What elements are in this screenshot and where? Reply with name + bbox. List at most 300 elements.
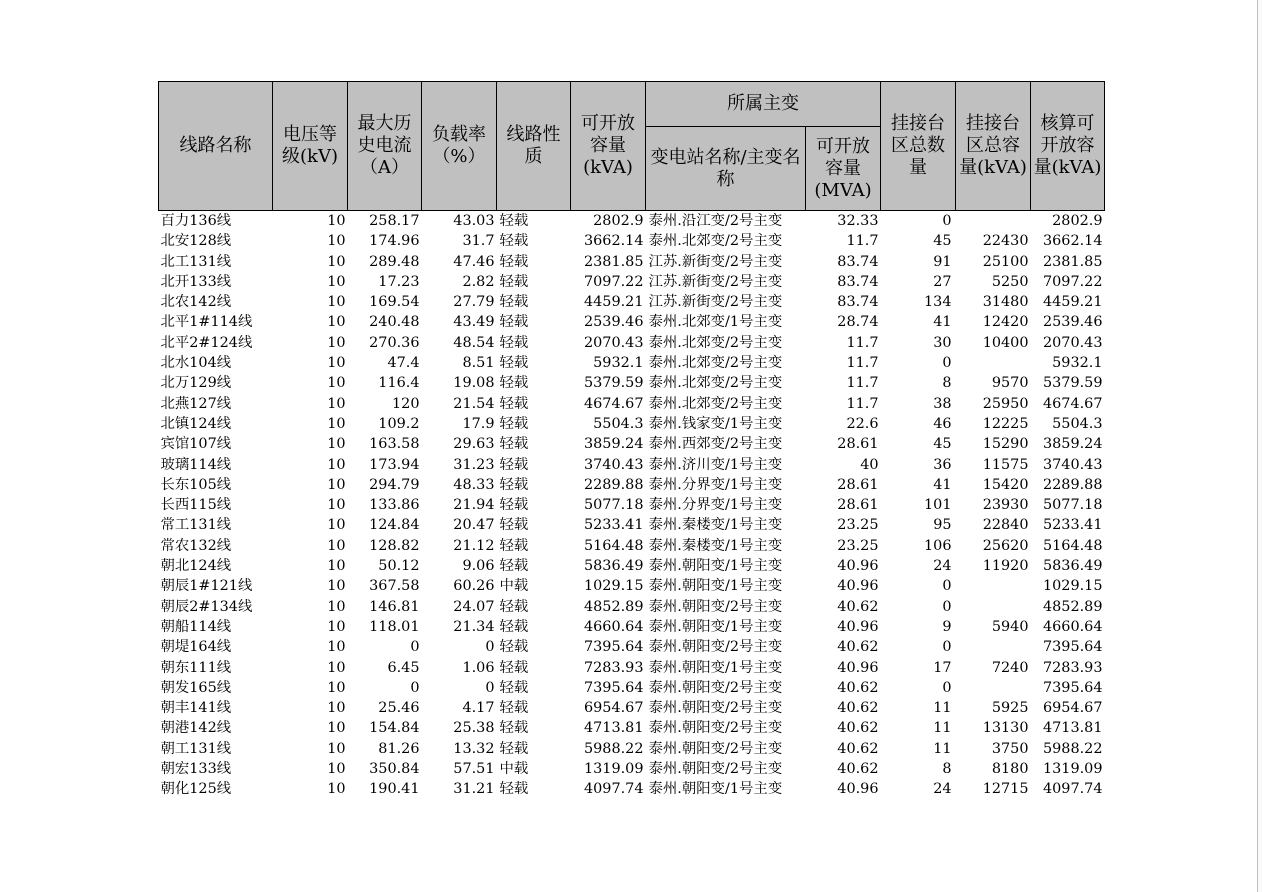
cell-line-nature[interactable]: 轻载 [499,781,529,798]
cell-transformer-capacity[interactable]: 40.96 [837,618,879,635]
cell-voltage[interactable]: 10 [327,436,346,453]
cell-open-capacity[interactable]: 7097.22 [583,273,644,290]
cell-station-name[interactable]: 泰州.朝阳变/2号主变 [648,639,783,656]
cell-max-current[interactable]: 47.4 [387,355,420,372]
cell-max-current[interactable]: 25.46 [378,700,420,717]
cell-max-current[interactable]: 173.94 [369,456,420,473]
cell-transformer-capacity[interactable]: 40.62 [837,598,879,615]
cell-load-rate[interactable]: 31.7 [462,233,495,250]
cell-load-rate[interactable]: 21.54 [453,395,495,412]
cell-load-rate[interactable]: 48.33 [453,476,495,493]
cell-station-name[interactable]: 泰州.秦楼变/1号主变 [648,517,783,534]
cell-calc-capacity[interactable]: 3859.24 [1042,436,1103,453]
cell-area-count[interactable]: 106 [924,537,952,554]
cell-open-capacity[interactable]: 2070.43 [583,334,644,351]
cell-station-name[interactable]: 泰州.北郊变/2号主变 [648,334,783,351]
cell-calc-capacity[interactable]: 7395.64 [1042,639,1103,656]
cell-max-current[interactable]: 294.79 [369,476,420,493]
cell-load-rate[interactable]: 8.51 [462,355,495,372]
cell-load-rate[interactable]: 43.49 [453,314,495,331]
cell-load-rate[interactable]: 9.06 [462,558,495,575]
cell-line-nature[interactable]: 轻载 [499,639,529,656]
cell-area-count[interactable]: 17 [933,659,952,676]
cell-station-name[interactable]: 泰州.秦楼变/1号主变 [648,537,783,554]
cell-load-rate[interactable]: 27.79 [453,294,495,311]
cell-area-count[interactable]: 95 [933,517,952,534]
cell-transformer-capacity[interactable]: 83.74 [837,253,879,270]
cell-area-capacity[interactable]: 22430 [982,233,1029,250]
cell-line-name[interactable]: 北燕127线 [160,395,232,412]
cell-station-name[interactable]: 泰州.朝阳变/1号主变 [648,558,783,575]
cell-station-name[interactable]: 泰州.朝阳变/2号主变 [648,740,783,757]
cell-line-nature[interactable]: 轻载 [499,273,529,290]
cell-station-name[interactable]: 泰州.北郊变/2号主变 [648,375,783,392]
cell-open-capacity[interactable]: 3662.14 [583,233,644,250]
cell-load-rate[interactable]: 1.06 [462,659,495,676]
cell-line-name[interactable]: 北农142线 [160,294,232,311]
cell-station-name[interactable]: 泰州.朝阳变/2号主变 [648,679,783,696]
cell-calc-capacity[interactable]: 4713.81 [1042,720,1103,737]
cell-area-capacity[interactable]: 9570 [991,375,1029,392]
cell-station-name[interactable]: 泰州.沿江变/2号主变 [648,213,783,229]
cell-line-name[interactable]: 朝港142线 [160,720,232,737]
cell-transformer-capacity[interactable]: 40 [860,456,879,473]
cell-station-name[interactable]: 泰州.西郊变/2号主变 [648,436,783,453]
cell-line-name[interactable]: 北水104线 [160,355,232,372]
cell-max-current[interactable]: 163.58 [369,436,420,453]
cell-line-name[interactable]: 常工131线 [160,517,232,534]
cell-transformer-capacity[interactable]: 40.62 [837,639,879,656]
cell-voltage[interactable]: 10 [327,476,346,493]
cell-max-current[interactable]: 146.81 [369,598,420,615]
header-load-rate[interactable]: 负载率（%） [422,82,497,211]
cell-calc-capacity[interactable]: 1029.15 [1042,578,1103,595]
header-transformer-group[interactable]: 所属主变 [646,82,881,127]
cell-max-current[interactable]: 0 [410,679,420,696]
cell-line-nature[interactable]: 轻载 [499,355,529,372]
cell-station-name[interactable]: 泰州.北郊变/2号主变 [648,233,783,250]
cell-voltage[interactable]: 10 [327,740,346,757]
cell-max-current[interactable]: 120 [392,395,420,412]
cell-line-name[interactable]: 北工131线 [160,253,232,270]
cell-area-count[interactable]: 11 [933,720,952,737]
cell-calc-capacity[interactable]: 5077.18 [1042,497,1103,514]
cell-calc-capacity[interactable]: 3740.43 [1042,456,1103,473]
cell-area-count[interactable]: 0 [942,213,952,229]
cell-line-nature[interactable]: 轻载 [499,618,529,635]
cell-area-capacity[interactable] [956,576,1031,596]
cell-transformer-capacity[interactable]: 40.62 [837,740,879,757]
cell-transformer-capacity[interactable]: 11.7 [846,395,879,412]
cell-area-capacity[interactable]: 5250 [991,273,1029,290]
cell-voltage[interactable]: 10 [327,253,346,270]
cell-open-capacity[interactable]: 4674.67 [583,395,644,412]
cell-open-capacity[interactable]: 4660.64 [583,618,644,635]
cell-max-current[interactable]: 0 [410,639,420,656]
cell-line-name[interactable]: 北安128线 [160,233,232,250]
cell-line-nature[interactable]: 轻载 [499,598,529,615]
cell-transformer-capacity[interactable]: 28.61 [837,497,879,514]
cell-load-rate[interactable]: 57.51 [453,761,495,778]
cell-station-name[interactable]: 泰州.北郊变/2号主变 [648,395,783,412]
cell-area-count[interactable]: 134 [924,294,952,311]
cell-line-name[interactable]: 朝堤164线 [160,639,232,656]
cell-line-name[interactable]: 朝宏133线 [160,761,232,778]
cell-station-name[interactable]: 泰州.北郊变/2号主变 [648,355,783,372]
cell-station-name[interactable]: 泰州.朝阳变/2号主变 [648,598,783,615]
cell-calc-capacity[interactable]: 2289.88 [1042,476,1103,493]
cell-station-name[interactable]: 泰州.北郊变/1号主变 [648,314,783,331]
cell-calc-capacity[interactable]: 7283.93 [1042,659,1103,676]
cell-open-capacity[interactable]: 5164.48 [583,537,644,554]
cell-voltage[interactable]: 10 [327,659,346,676]
cell-max-current[interactable]: 81.26 [378,740,420,757]
cell-transformer-capacity[interactable]: 40.62 [837,720,879,737]
cell-area-capacity[interactable] [956,637,1031,657]
cell-line-nature[interactable]: 轻载 [499,537,529,554]
cell-calc-capacity[interactable]: 1319.09 [1042,761,1103,778]
cell-load-rate[interactable]: 0 [485,679,495,696]
cell-area-capacity[interactable]: 5940 [991,618,1029,635]
cell-line-name[interactable]: 北平1#114线 [160,314,253,331]
cell-area-capacity[interactable]: 13130 [982,720,1029,737]
cell-calc-capacity[interactable]: 5988.22 [1042,740,1103,757]
cell-area-capacity[interactable] [956,211,1031,232]
header-voltage[interactable]: 电压等级(kV) [273,82,348,211]
cell-open-capacity[interactable]: 5836.49 [583,558,644,575]
cell-transformer-capacity[interactable]: 28.74 [837,314,879,331]
cell-line-name[interactable]: 北镇124线 [160,415,232,432]
cell-area-capacity[interactable]: 10400 [982,334,1029,351]
cell-line-name[interactable]: 百力136线 [160,213,232,229]
cell-station-name[interactable]: 泰州.朝阳变/2号主变 [648,700,783,717]
cell-transformer-capacity[interactable]: 23.25 [837,537,879,554]
cell-load-rate[interactable]: 43.03 [453,213,495,229]
cell-voltage[interactable]: 10 [327,456,346,473]
cell-line-nature[interactable]: 轻载 [499,415,529,432]
cell-line-name[interactable]: 朝东111线 [160,659,232,676]
cell-open-capacity[interactable]: 7395.64 [583,679,644,696]
cell-station-name[interactable]: 泰州.朝阳变/1号主变 [648,781,783,798]
cell-line-nature[interactable]: 轻载 [499,253,529,270]
cell-voltage[interactable]: 10 [327,395,346,412]
cell-load-rate[interactable]: 29.63 [453,436,495,453]
cell-area-capacity[interactable]: 15290 [982,436,1029,453]
cell-transformer-capacity[interactable]: 11.7 [846,355,879,372]
cell-line-name[interactable]: 北万129线 [160,375,232,392]
cell-line-nature[interactable]: 轻载 [499,558,529,575]
cell-calc-capacity[interactable]: 2802.9 [1052,213,1103,229]
cell-calc-capacity[interactable]: 4660.64 [1042,618,1103,635]
cell-area-count[interactable]: 8 [942,375,952,392]
cell-transformer-capacity[interactable]: 40.62 [837,700,879,717]
cell-calc-capacity[interactable]: 6954.67 [1042,700,1103,717]
cell-station-name[interactable]: 泰州.朝阳变/1号主变 [648,659,783,676]
cell-open-capacity[interactable]: 3859.24 [583,436,644,453]
cell-area-count[interactable]: 11 [933,740,952,757]
cell-line-name[interactable]: 常农132线 [160,537,232,554]
cell-voltage[interactable]: 10 [327,537,346,554]
cell-area-capacity[interactable]: 12420 [982,314,1029,331]
cell-station-name[interactable]: 泰州.分界变/1号主变 [648,497,783,514]
cell-area-capacity[interactable]: 23930 [982,497,1029,514]
cell-max-current[interactable]: 6.45 [387,659,420,676]
cell-line-name[interactable]: 朝工131线 [160,740,232,757]
cell-load-rate[interactable]: 4.17 [462,700,495,717]
cell-load-rate[interactable]: 19.08 [453,375,495,392]
cell-calc-capacity[interactable]: 3662.14 [1042,233,1103,250]
cell-transformer-capacity[interactable]: 32.33 [837,213,879,229]
cell-open-capacity[interactable]: 2289.88 [583,476,644,493]
cell-area-capacity[interactable]: 25100 [982,253,1029,270]
cell-voltage[interactable]: 10 [327,720,346,737]
cell-calc-capacity[interactable]: 4674.67 [1042,395,1103,412]
cell-area-count[interactable]: 45 [933,233,952,250]
cell-area-count[interactable]: 36 [933,456,952,473]
cell-voltage[interactable]: 10 [327,273,346,290]
header-max-current[interactable]: 最大历史电流（A） [348,82,422,211]
cell-voltage[interactable]: 10 [327,213,346,229]
cell-line-nature[interactable]: 轻载 [499,679,529,696]
cell-calc-capacity[interactable]: 4852.89 [1042,598,1103,615]
cell-voltage[interactable]: 10 [327,517,346,534]
cell-voltage[interactable]: 10 [327,578,346,595]
cell-station-name[interactable]: 泰州.朝阳变/2号主变 [648,761,783,778]
cell-station-name[interactable]: 江苏.新街变/2号主变 [648,294,783,311]
cell-area-count[interactable]: 101 [924,497,952,514]
cell-line-name[interactable]: 朝丰141线 [160,700,232,717]
cell-area-capacity[interactable]: 11920 [982,558,1029,575]
cell-open-capacity[interactable]: 2381.85 [583,253,644,270]
cell-calc-capacity[interactable]: 5379.59 [1042,375,1103,392]
cell-max-current[interactable]: 109.2 [378,415,420,432]
cell-voltage[interactable]: 10 [327,233,346,250]
header-line-nature[interactable]: 线路性质 [497,82,571,211]
cell-open-capacity[interactable]: 5379.59 [583,375,644,392]
cell-load-rate[interactable]: 21.12 [453,537,495,554]
cell-station-name[interactable]: 泰州.朝阳变/1号主变 [648,578,783,595]
cell-load-rate[interactable]: 24.07 [453,598,495,615]
cell-area-count[interactable]: 41 [933,476,952,493]
cell-area-capacity[interactable]: 3750 [991,740,1029,757]
cell-max-current[interactable]: 350.84 [369,761,420,778]
cell-max-current[interactable]: 154.84 [369,720,420,737]
cell-calc-capacity[interactable]: 2539.46 [1042,314,1103,331]
cell-load-rate[interactable]: 13.32 [453,740,495,757]
cell-area-capacity[interactable]: 31480 [982,294,1029,311]
cell-voltage[interactable]: 10 [327,375,346,392]
cell-load-rate[interactable]: 21.94 [453,497,495,514]
cell-area-count[interactable]: 24 [933,558,952,575]
cell-transformer-capacity[interactable]: 28.61 [837,476,879,493]
cell-station-name[interactable]: 泰州.分界变/1号主变 [648,476,783,493]
cell-transformer-capacity[interactable]: 28.61 [837,436,879,453]
cell-line-name[interactable]: 朝辰2#134线 [160,598,253,615]
cell-line-name[interactable]: 长西115线 [160,497,232,514]
cell-line-nature[interactable]: 轻载 [499,314,529,331]
cell-voltage[interactable]: 10 [327,294,346,311]
cell-max-current[interactable]: 289.48 [369,253,420,270]
cell-open-capacity[interactable]: 3740.43 [583,456,644,473]
cell-area-capacity[interactable] [956,597,1031,617]
cell-open-capacity[interactable]: 5233.41 [583,517,644,534]
cell-calc-capacity[interactable]: 4097.74 [1042,781,1103,798]
cell-voltage[interactable]: 10 [327,558,346,575]
cell-line-nature[interactable]: 轻载 [499,436,529,453]
cell-open-capacity[interactable]: 4459.21 [583,294,644,311]
cell-transformer-capacity[interactable]: 83.74 [837,273,879,290]
cell-open-capacity[interactable]: 1029.15 [583,578,644,595]
header-line-name[interactable]: 线路名称 [159,82,273,211]
cell-open-capacity[interactable]: 4852.89 [583,598,644,615]
header-area-capacity[interactable]: 挂接台区总容量(kVA) [956,82,1031,211]
cell-max-current[interactable]: 240.48 [369,314,420,331]
cell-voltage[interactable]: 10 [327,781,346,798]
cell-voltage[interactable]: 10 [327,314,346,331]
cell-voltage[interactable]: 10 [327,598,346,615]
cell-line-nature[interactable]: 轻载 [499,720,529,737]
cell-voltage[interactable]: 10 [327,355,346,372]
cell-transformer-capacity[interactable]: 11.7 [846,375,879,392]
cell-area-count[interactable]: 27 [933,273,952,290]
cell-line-name[interactable]: 朝船114线 [160,618,232,635]
cell-transformer-capacity[interactable]: 83.74 [837,294,879,311]
cell-voltage[interactable]: 10 [327,639,346,656]
cell-max-current[interactable]: 190.41 [369,781,420,798]
cell-open-capacity[interactable]: 6954.67 [583,700,644,717]
cell-area-capacity[interactable]: 22840 [982,517,1029,534]
cell-line-nature[interactable]: 中载 [499,578,529,595]
cell-line-nature[interactable]: 轻载 [499,476,529,493]
cell-line-nature[interactable]: 轻载 [499,375,529,392]
cell-open-capacity[interactable]: 7283.93 [583,659,644,676]
cell-transformer-capacity[interactable]: 40.96 [837,558,879,575]
cell-max-current[interactable]: 258.17 [369,213,420,229]
cell-transformer-capacity[interactable]: 22.6 [846,415,879,432]
cell-line-nature[interactable]: 轻载 [499,740,529,757]
cell-area-count[interactable]: 45 [933,436,952,453]
cell-transformer-capacity[interactable]: 40.62 [837,679,879,696]
cell-max-current[interactable]: 174.96 [369,233,420,250]
cell-max-current[interactable]: 133.86 [369,497,420,514]
cell-voltage[interactable]: 10 [327,618,346,635]
cell-load-rate[interactable]: 31.21 [453,781,495,798]
cell-line-nature[interactable]: 轻载 [499,700,529,717]
cell-station-name[interactable]: 江苏.新街变/2号主变 [648,253,783,270]
cell-load-rate[interactable]: 17.9 [462,415,495,432]
cell-open-capacity[interactable]: 1319.09 [583,761,644,778]
cell-area-capacity[interactable]: 11575 [982,456,1029,473]
cell-open-capacity[interactable]: 4097.74 [583,781,644,798]
cell-max-current[interactable]: 124.84 [369,517,420,534]
cell-calc-capacity[interactable]: 2070.43 [1042,334,1103,351]
cell-max-current[interactable]: 118.01 [369,618,420,635]
cell-load-rate[interactable]: 25.38 [453,720,495,737]
cell-station-name[interactable]: 泰州.朝阳变/1号主变 [648,618,783,635]
cell-voltage[interactable]: 10 [327,415,346,432]
cell-transformer-capacity[interactable]: 23.25 [837,517,879,534]
cell-area-count[interactable]: 0 [942,578,952,595]
cell-transformer-capacity[interactable]: 40.96 [837,659,879,676]
cell-voltage[interactable]: 10 [327,700,346,717]
cell-station-name[interactable]: 泰州.济川变/1号主变 [648,456,783,473]
cell-area-capacity[interactable] [956,678,1031,698]
cell-transformer-capacity[interactable]: 11.7 [846,233,879,250]
cell-calc-capacity[interactable]: 4459.21 [1042,294,1103,311]
cell-line-name[interactable]: 朝化125线 [160,781,232,798]
cell-transformer-capacity[interactable]: 40.62 [837,761,879,778]
cell-area-capacity[interactable]: 7240 [991,659,1029,676]
cell-voltage[interactable]: 10 [327,334,346,351]
cell-line-nature[interactable]: 轻载 [499,233,529,250]
cell-open-capacity[interactable]: 4713.81 [583,720,644,737]
cell-line-nature[interactable]: 轻载 [499,659,529,676]
cell-open-capacity[interactable]: 5988.22 [583,740,644,757]
cell-load-rate[interactable]: 48.54 [453,334,495,351]
cell-line-nature[interactable]: 轻载 [499,456,529,473]
cell-calc-capacity[interactable]: 7395.64 [1042,679,1103,696]
cell-open-capacity[interactable]: 5504.3 [593,415,644,432]
cell-area-count[interactable]: 0 [942,679,952,696]
cell-load-rate[interactable]: 60.26 [453,578,495,595]
cell-max-current[interactable]: 367.58 [369,578,420,595]
cell-calc-capacity[interactable]: 5932.1 [1052,355,1103,372]
header-open-capacity[interactable]: 可开放容量(kVA) [571,82,646,211]
cell-line-nature[interactable]: 轻载 [499,334,529,351]
cell-load-rate[interactable]: 0 [485,639,495,656]
cell-line-name[interactable]: 朝辰1#121线 [160,578,253,595]
cell-area-capacity[interactable]: 8180 [991,761,1029,778]
cell-calc-capacity[interactable]: 7097.22 [1042,273,1103,290]
cell-open-capacity[interactable]: 5077.18 [583,497,644,514]
cell-area-capacity[interactable]: 12715 [982,781,1029,798]
cell-open-capacity[interactable]: 5932.1 [593,355,644,372]
cell-open-capacity[interactable]: 2539.46 [583,314,644,331]
cell-area-count[interactable]: 0 [942,639,952,656]
header-transformer-capacity[interactable]: 可开放容量(MVA) [806,127,881,211]
cell-max-current[interactable]: 128.82 [369,537,420,554]
cell-transformer-capacity[interactable]: 40.96 [837,578,879,595]
cell-area-count[interactable]: 9 [942,618,952,635]
cell-area-count[interactable]: 46 [933,415,952,432]
cell-load-rate[interactable]: 31.23 [453,456,495,473]
cell-load-rate[interactable]: 47.46 [453,253,495,270]
cell-area-count[interactable]: 0 [942,598,952,615]
cell-calc-capacity[interactable]: 5836.49 [1042,558,1103,575]
cell-line-name[interactable]: 朝发165线 [160,679,232,696]
cell-area-count[interactable]: 24 [933,781,952,798]
header-calc-capacity[interactable]: 核算可开放容量(kVA) [1031,82,1105,211]
cell-calc-capacity[interactable]: 5233.41 [1042,517,1103,534]
cell-max-current[interactable]: 270.36 [369,334,420,351]
cell-line-name[interactable]: 朝北124线 [160,558,232,575]
cell-max-current[interactable]: 169.54 [369,294,420,311]
cell-voltage[interactable]: 10 [327,497,346,514]
cell-area-count[interactable]: 41 [933,314,952,331]
cell-transformer-capacity[interactable]: 11.7 [846,334,879,351]
cell-max-current[interactable]: 116.4 [378,375,420,392]
cell-load-rate[interactable]: 2.82 [462,273,495,290]
cell-calc-capacity[interactable]: 5504.3 [1052,415,1103,432]
cell-area-count[interactable]: 30 [933,334,952,351]
cell-area-count[interactable]: 11 [933,700,952,717]
cell-line-name[interactable]: 北开133线 [160,273,232,290]
cell-line-nature[interactable]: 中载 [499,761,529,778]
cell-station-name[interactable]: 泰州.朝阳变/2号主变 [648,720,783,737]
cell-station-name[interactable]: 江苏.新街变/2号主变 [648,273,783,290]
cell-line-nature[interactable]: 轻载 [499,395,529,412]
cell-voltage[interactable]: 10 [327,679,346,696]
